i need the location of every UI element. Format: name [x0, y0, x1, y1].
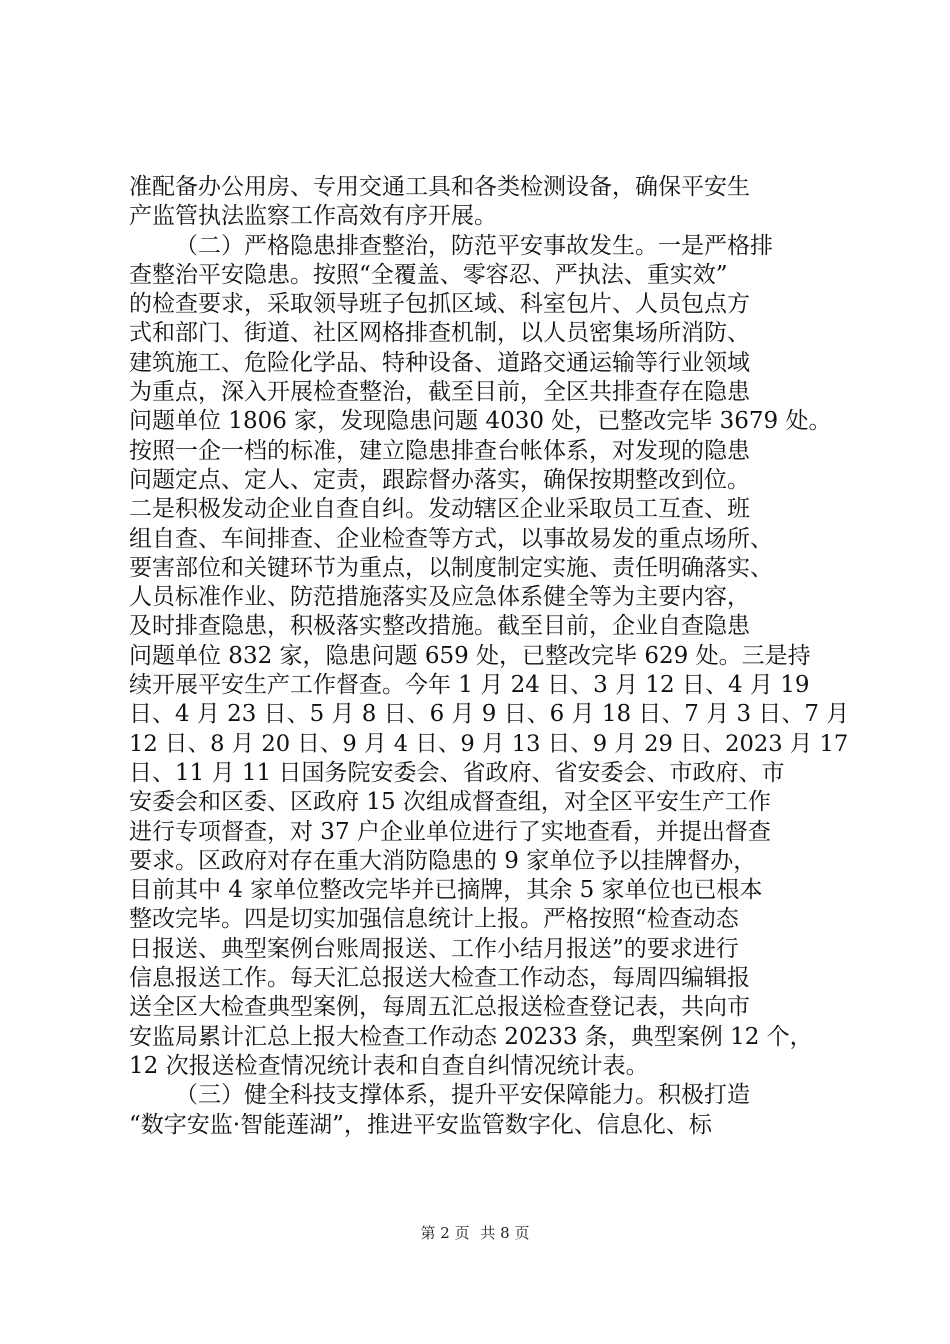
text-line: 问题单位 1806 家，发现隐患问题 4030 处，已整改完毕 3679 处。: [129, 408, 832, 435]
text-line: （三）健全科技支撑体系，提升平安保障能力。积极打造: [175, 1082, 750, 1109]
text-line: 建筑施工、危险化学品、特种设备、道路交通运输等行业领域: [129, 349, 750, 376]
text-line: 及时排查隐患，积极落实整改措施。截至目前，企业自查隐患: [129, 613, 750, 640]
document-body: [129, 173, 849, 1140]
text-line: “数字安监·智能莲湖”，推进平安监管数字化、信息化、标: [129, 1111, 712, 1138]
text-line: 问题单位 832 家，隐患问题 659 处，已整改完毕 629 处。三是持: [129, 642, 811, 669]
text-line: 信息报送工作。每天汇总报送大检查工作动态，每周四编辑报: [129, 965, 750, 992]
text-line: 的检查要求，采取领导班子包抓区域、科室包片、人员包点方: [129, 291, 750, 318]
text-line: 进行专项督查，对 37 户企业单位进行了实地查看，并提出督查: [129, 818, 771, 845]
text-line: 安委会和区委、区政府 15 次组成督查组，对全区平安生产工作: [129, 789, 771, 816]
text-line: 查整治平安隐患。按照“全覆盖、零容忍、严执法、重实效”: [129, 261, 728, 288]
text-line: 为重点，深入开展检查整治，截至目前，全区共排查存在隐患: [129, 379, 750, 406]
page-number: 第 2 页: [420, 1224, 470, 1242]
text-line: 产监管执法监察工作高效有序开展。: [129, 203, 497, 230]
text-line: 要害部位和关键环节为重点，以制度制定实施、责任明确落实、: [129, 554, 773, 581]
text-line: 续开展平安生产工作督查。今年 1 月 24 日、3 月 12 日、4 月 19: [129, 672, 810, 699]
text-line: 日、4 月 23 日、5 月 8 日、6 月 9 日、6 月 18 日、7 月 3 日、7 月: [129, 701, 850, 728]
text-line: 问题定点、定人、定责，跟踪督办落实，确保按期整改到位。: [129, 466, 750, 493]
text-line: 日、11 月 11 日国务院安委会、省政府、省安委会、市政府、市: [129, 759, 785, 786]
text-line: 目前其中 4 家单位整改完毕并已摘牌，其余 5 家单位也已根本: [129, 877, 763, 904]
text-line: 按照一企一档的标准，建立隐患排查台帐体系，对发现的隐患: [129, 437, 750, 464]
text-line: 组自查、车间排查、企业检查等方式，以事故易发的重点场所、: [129, 525, 773, 552]
text-line: 安监局累计汇总上报大检查工作动态 20233 条，典型案例 12 个，: [129, 1023, 813, 1050]
text-line: 准配备办公用房、专用交通工具和各类检测设备，确保平安生: [129, 174, 750, 200]
text-line: （二）严格隐患排查整治，防范平安事故发生。一是严格排: [175, 232, 773, 259]
text-line: 送全区大检查典型案例，每周五汇总报送检查登记表，共向市: [129, 994, 750, 1021]
text-line: 人员标准作业、防范措施落实及应急体系健全等为主要内容，: [129, 584, 750, 611]
text-line: 日报送、典型案例台账周报送、工作小结月报送”的要求进行: [129, 935, 739, 962]
page-footer: [0, 1222, 950, 1243]
page-total: 共 8 页: [480, 1224, 530, 1242]
text-line: 12 日、8 月 20 日、9 月 4 日、9 月 13 日、9 月 29 日、2023 月 17: [129, 730, 849, 757]
text-line: 要求。区政府对存在重大消防隐患的 9 家单位予以挂牌督办，: [129, 847, 757, 874]
text-line: 12 次报送检查情况统计表和自查自纠情况统计表。: [129, 1052, 649, 1079]
text-line: 二是积极发动企业自查自纠。发动辖区企业采取员工互查、班: [129, 496, 750, 523]
text-line: 整改完毕。四是切实加强信息统计上报。严格按照“检查动态: [129, 906, 739, 933]
text-line: 式和部门、街道、社区网格排查机制，以人员密集场所消防、: [129, 320, 750, 347]
